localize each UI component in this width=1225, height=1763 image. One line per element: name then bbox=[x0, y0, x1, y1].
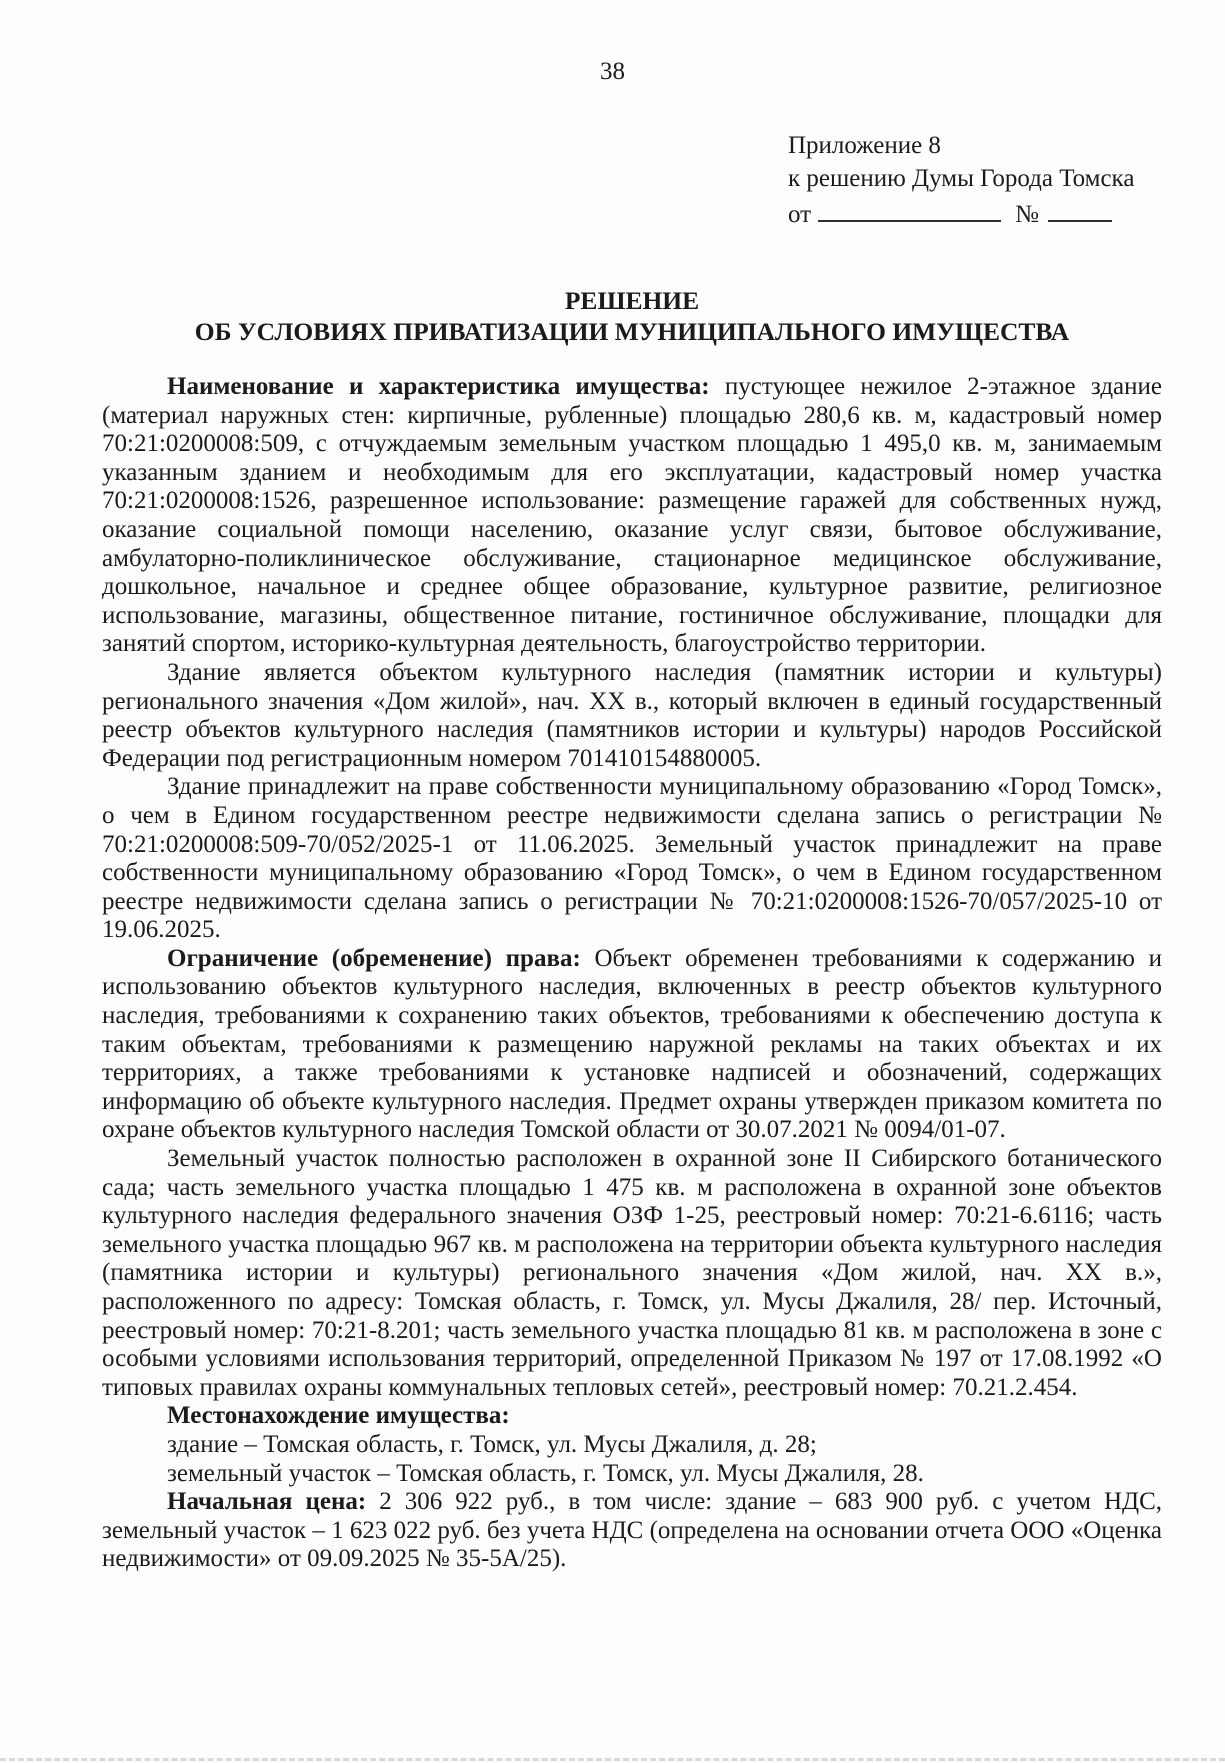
line-building-address bbox=[102, 1431, 1162, 1460]
paragraph-lead-location: Местонахождение имущества: bbox=[167, 1402, 510, 1430]
paragraph-text-encumbrance: Объект обременен требованиями к содержанию и использованию объектов культурного наследия, включенных в реестр объектов культурного наследия, требованиями к сохранению таких объектов, требованиями к обеспечению доступа к таким объектам, требованиями к размещению наружной рекламы на таких объектах и их территориях, а также требованиями к установке надписей и обозначений, содержащих информацию об объекте культурного наследия. Предмет охраны утвержден приказом комитета по охране объектов культурного наследия Томской области от 30.07.2021 № 0094/01-07. bbox=[102, 944, 1162, 1144]
scan-artifact-bottom-edge bbox=[0, 1758, 1225, 1761]
heading-location bbox=[102, 1402, 1162, 1431]
number-sign: № bbox=[1015, 201, 1039, 228]
paragraph-text-heritage-status: Здание является объектом культурного наследия (памятник истории и культуры) регионального значения «Дом жилой», нач. XX в., который включен в единый государственный реестр объектов культурного наследия (памятников истории и культуры) народов Российской Федерации под регистрационным номером 701410154880005. bbox=[102, 658, 1162, 772]
document-title bbox=[102, 285, 1162, 347]
paragraph-lead-encumbrance: Ограничение (обременение) права: bbox=[167, 944, 581, 972]
paragraph-text-property-description: пустующее нежилое 2-этажное здание (материал наружных стен: кирпичные, рубленные) площадью 280,6 кв. м, кадастровый номер 70:21:0200008:509, с отчуждаемым земельным участком площадью 1 495,0 кв. м, занимаемым указанным зданием и необходимым для его эксплуатации, кадастровый номер участка 70:21:0200008:1526, разрешенное использование: размещение гаражей для собственных нужд, оказание социальной помощи населению, оказание услуг связи, бытовое обслуживание, амбулаторно-поликлиническое обслуживание, стационарное медицинское обслуживание, дошкольное, начальное и среднее общее образование, культурное развитие, религиозное использование, магазины, общественное питание, гостиничное обслуживание, площадки для занятий спортом, историко-культурная деятельность, благоустройство территории. bbox=[102, 373, 1162, 658]
line-land-address bbox=[102, 1460, 1162, 1489]
paragraph-land-zones bbox=[102, 1145, 1162, 1402]
paragraph-text-building-address: здание – Томская область, г. Томск, ул. Мусы Джалиля, д. 28; bbox=[167, 1430, 817, 1458]
appendix-to-decision: к решению Думы Города Томска bbox=[788, 165, 1135, 192]
paragraph-heritage-status bbox=[102, 659, 1162, 773]
paragraph-lead-property-description: Наименование и характеристика имущества: bbox=[167, 373, 710, 400]
appendix-block bbox=[788, 129, 1225, 231]
paragraph-starting-price bbox=[102, 1488, 1162, 1574]
number-blank-line bbox=[1048, 195, 1112, 222]
page-number: 38 bbox=[600, 58, 625, 85]
paragraph-text-ownership: Здание принадлежит на праве собственности муниципальному образованию «Город Томск», о чем в Едином государственном реестре недвижимости сделана запись о регистрации № 70:21:0200008:509-70/052/2025-1 от 11.06.2025. Земельный участок принадлежит на праве собственности муниципальному образованию «Город Томск», о чем в Едином государственном реестре недвижимости сделана запись о регистрации № 70:21:0200008:1526-70/057/2025-10 от 19.06.2025. bbox=[102, 773, 1162, 944]
paragraph-ownership bbox=[102, 773, 1162, 945]
date-blank-line bbox=[818, 195, 1001, 222]
appendix-label: Приложение 8 bbox=[788, 132, 941, 159]
paragraph-text-starting-price: 2 306 922 руб., в том числе: здание – 683 900 руб. с учетом НДС, земельный участок – 1 623 022 руб. без учета НДС (определена на основании отчета ООО «Оценка недвижимости» от 09.09.2025 № 35-5А/25). bbox=[102, 1488, 1163, 1573]
appendix-date-number-line bbox=[788, 195, 1225, 231]
from-label: от bbox=[788, 201, 812, 228]
title-line-1: РЕШЕНИЕ bbox=[564, 286, 700, 315]
document-body bbox=[102, 373, 1162, 1574]
paragraph-property-description bbox=[102, 373, 1162, 659]
paragraph-text-land-address: земельный участок – Томская область, г. Томск, ул. Мусы Джалиля, 28. bbox=[167, 1459, 924, 1487]
paragraph-text-land-zones: Земельный участок полностью расположен в охранной зоне II Сибирского ботанического сада; часть земельного участка площадью 1 475 кв. м расположена в охранной зоне объектов культурного наследия федерального значения ОЗФ 1-25, реестровый номер: 70:21-6.6116; часть земельного участка площадью 967 кв. м расположена на территории объекта культурного наследия (памятника истории и культуры) регионального значения «Дом жилой, нач. XX в.», расположенного по адресу: Томская область, г. Томск, ул. Мусы Джалиля, 28/ пер. Источный, реестровый номер: 70:21-8.201; часть земельного участка площадью 81 кв. м расположена в зоне с особыми условиями использования территорий, определенной Приказом № 197 от 17.08.1992 «О типовых правилах охраны коммунальных тепловых сетей», реестровый номер: 70.21.2.454. bbox=[102, 1145, 1162, 1401]
paragraph-lead-starting-price: Начальная цена: bbox=[167, 1488, 367, 1516]
title-line-2: ОБ УСЛОВИЯХ ПРИВАТИЗАЦИИ МУНИЦИПАЛЬНОГО ИМУЩЕСТВА bbox=[194, 317, 1070, 346]
paragraph-encumbrance bbox=[102, 945, 1162, 1145]
